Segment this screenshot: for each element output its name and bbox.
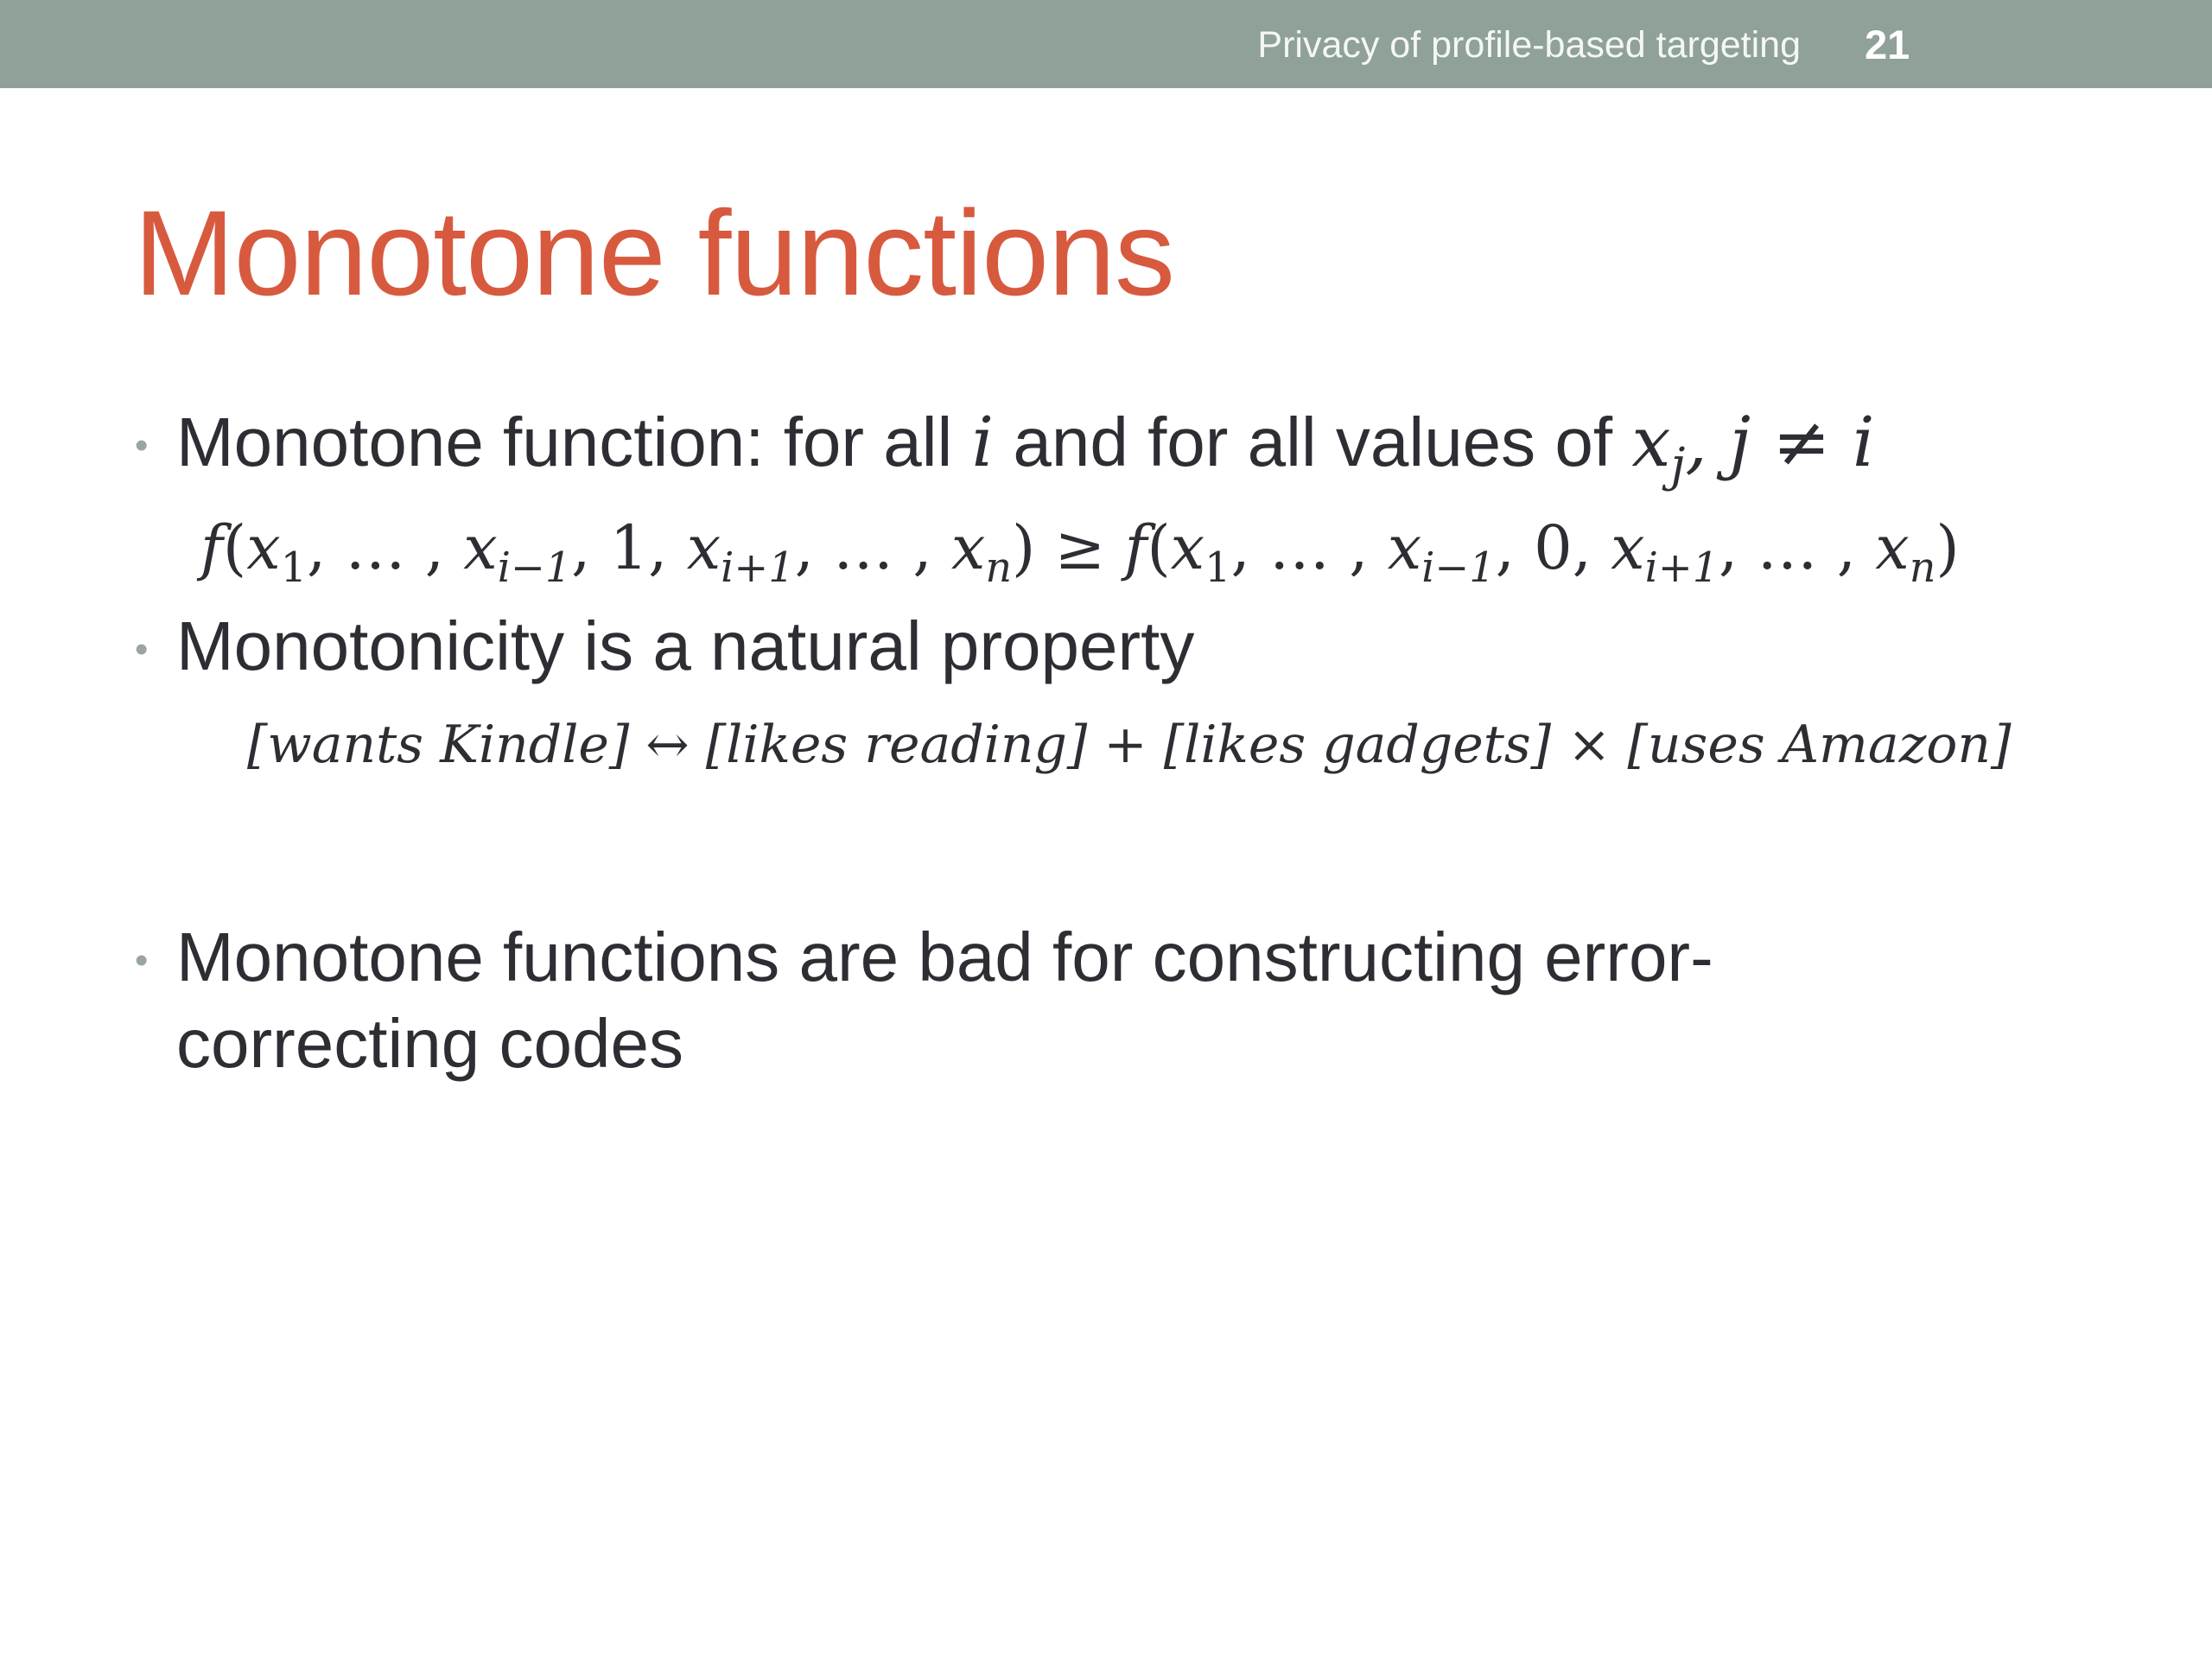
- page-number: 21: [1865, 22, 1910, 67]
- deck-title: Privacy of profile-based targeting: [1257, 24, 1801, 66]
- bullet-dot-icon: •: [135, 424, 149, 467]
- bullet-dot-icon: •: [135, 939, 149, 982]
- var-x: $x_j$: [1631, 402, 1686, 493]
- bullet-line-1: Monotone functions are bad for constructing error-: [176, 918, 1713, 995]
- bullet-error-correcting: [176, 914, 1713, 1087]
- bullet-dot-icon: •: [135, 628, 149, 671]
- condition-j-neq-i: , j ≠ i: [1685, 402, 1875, 482]
- bullet-text-middle: and for all values of: [994, 404, 1632, 480]
- monotone-inequality-formula: $f(x_1$, … , $x_{i-1}$, 1, $x_{i+1}$, … , $x_n) \ge f(x_1$, … , $x_{i-1}$, 0, $x_{i+1}$, … , $x_n$): [200, 512, 1960, 593]
- bullet-monotone-definition: [176, 399, 1875, 493]
- slide-title: Monotone functions: [134, 185, 1174, 321]
- bullet-monotonicity: Monotonicity is a natural property: [176, 607, 1195, 684]
- bullet-line-2: correcting codes: [176, 1005, 683, 1082]
- bullet-text-start: Monotone function: for all: [176, 404, 972, 480]
- kindle-example-formula: [wants Kindle] ↔ [likes reading] + [likes gadgets] × [uses Amazon]: [247, 715, 2012, 775]
- var-i: i: [971, 402, 995, 482]
- header-bar: [0, 0, 2212, 88]
